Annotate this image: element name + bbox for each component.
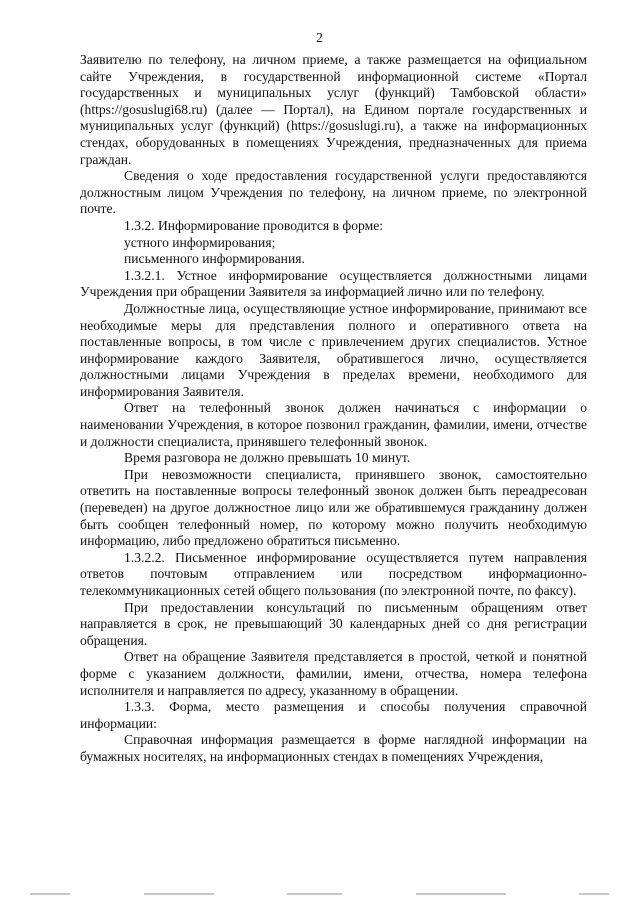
paragraph-6: 1.3.2.1. Устное информирование осуществляется должностными лицами Учреждения при обращении Заявителя за информацией лично или по телефону.: [80, 267, 587, 300]
paragraph-7: Должностные лица, осуществляющие устное информирование, принимают все необходимые меры для представления полного и оперативного ответа на поставленные вопросы, в том числе с привлечением других специалистов. Устное информирование каждого Заявителя, обратившегося лично, осуществляется должностными лицами Учреждения в пределах времени, необходимого для информирования Заявителя.: [80, 300, 587, 399]
scan-mark: [416, 893, 506, 895]
paragraph-13: Ответ на обращение Заявителя представляется в простой, четкой и понятной форме с указанием должности, фамилии, имени, отчества, номера телефона исполнителя и направляется по адресу, указанному в обращении.: [80, 649, 587, 698]
paragraph-8: Ответ на телефонный звонок должен начинаться с информации о наименовании Учреждения, в которое позвонил гражданин, фамилии, имени, отчестве и должности специалиста, принявшего телефонный звонок.: [80, 400, 587, 449]
scan-edge-marks: [30, 893, 609, 896]
scan-mark: [144, 893, 214, 895]
scan-mark: [30, 893, 70, 895]
paragraph-14: 1.3.3. Форма, место размещения и способы получения справочной информации:: [80, 699, 587, 731]
page-number: 2: [316, 30, 323, 45]
paragraph-1: Заявителю по телефону, на личном приеме, а также размещается на официальном сайте Учреждения, в государственной информационной системе «Портал государственных и муниципальных услуг (функций) Тамбовской области» (https://gosuslugi68.ru) (далее — Портал), на Едином портале государственных и муниципальных услуг (функций) (https://gosuslugi.ru), а также на информационных стендах, оборудованных в помещениях Учреждения, предназначенных для приема граждан.: [80, 52, 587, 167]
document-body: [80, 52, 587, 766]
scan-mark: [287, 893, 342, 895]
paragraph-10: При невозможности специалиста, принявшего звонок, самостоятельно ответить на поставленные вопросы телефонный звонок должен быть переадресован (переведен) на другое должностное лицо или же обратившемуся гражданину должен быть сообщен телефонный номер, по которому можно получить необходимую информацию, либо предложено обратиться письменно.: [80, 466, 587, 549]
paragraph-15: Справочная информация размещается в форме наглядной информации на бумажных носителях, на информационных стендах в помещениях Учреждения,: [80, 732, 587, 764]
paragraph-9: Время разговора не должно превышать 10 минут.: [124, 450, 411, 466]
paragraph-2: Сведения о ходе предоставления государственной услуги предоставляются должностным лицом Учреждения по телефону, на личном приеме, по электронной почте.: [80, 168, 587, 217]
paragraph-11: 1.3.2.2. Письменное информирование осуществляется путем направления ответов почтовым отправлением или посредством информационно-телекоммуникационных сетей общего пользования (по электронной почте, по факсу).: [80, 549, 587, 598]
paragraph-5: письменного информирования.: [124, 251, 305, 267]
scan-mark: [579, 893, 609, 895]
paragraph-12: При предоставлении консультаций по письменным обращениям ответ направляется в срок, не превышающий 30 календарных дней со дня регистрации обращения.: [80, 599, 587, 648]
paragraph-3: 1.3.2. Информирование проводится в форме:: [124, 217, 384, 233]
paragraph-4: устного информирования;: [124, 234, 276, 250]
